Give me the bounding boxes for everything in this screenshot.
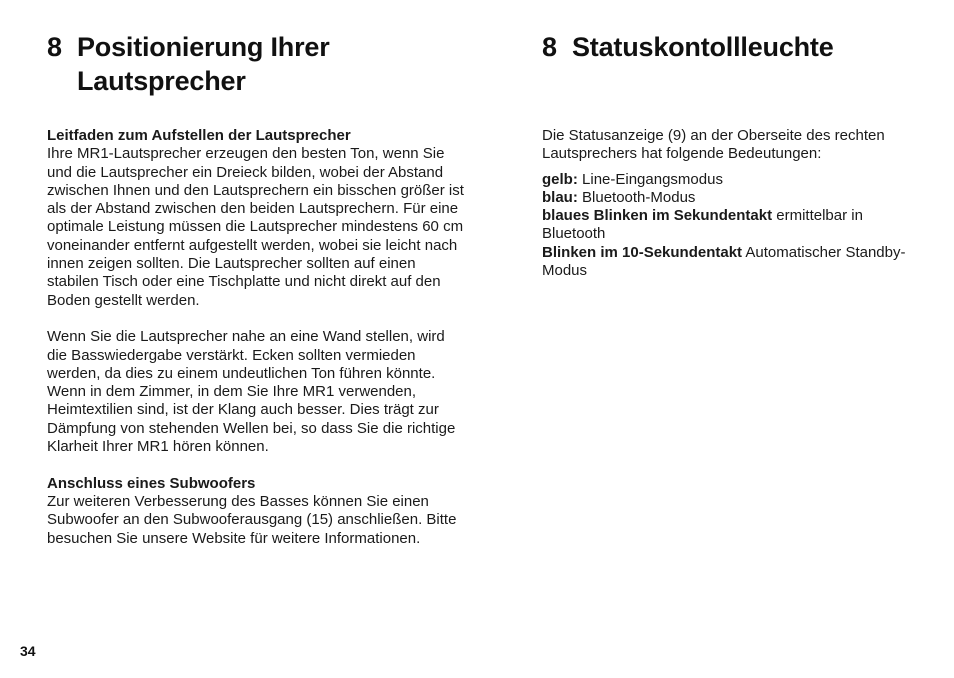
status-term: blaues Blinken im Sekundentakt [542, 207, 773, 225]
status-item-blink-second [542, 207, 922, 244]
left-heading-number: 8 [47, 32, 62, 62]
status-desc: Bluetooth-Modus [582, 188, 696, 206]
status-desc: ermittelbar in Bluetooth [542, 207, 863, 243]
status-desc: Line-Eingangsmodus [582, 170, 723, 188]
left-heading-line1: Positionierung Ihrer [77, 32, 330, 62]
left-heading [47, 30, 330, 98]
right-heading [542, 30, 834, 64]
subheading-subwoofer: Anschluss eines Subwoofers [47, 474, 256, 492]
paragraph-wall: Wenn Sie die Lautsprecher nahe an eine Wand stellen, wird die Basswiedergabe verstärkt. Ecken sollten vermieden werden, da dies zu einem undeutlichen Ton führen könnte. Wenn in dem Zimmer, in dem Sie Ihre MR1 verwenden, Heimtextilien sind, ist der Klang auch besser. Dies trägt zur Dämpfung von stehenden Wellen bei, so dass Sie die richtige Klarheit Ihrer MR1 hören können. [47, 328, 456, 456]
right-body [542, 127, 922, 280]
status-term: gelb: [542, 170, 578, 188]
status-item-yellow [542, 171, 922, 189]
left-body [47, 127, 465, 548]
status-item-blue [542, 189, 922, 207]
right-heading-number: 8 [542, 32, 557, 62]
page-number: 34 [20, 643, 36, 659]
status-term: blau: [542, 188, 578, 206]
status-term: Blinken im 10-Sekundentakt [542, 243, 743, 261]
status-item-blink-ten-seconds [542, 244, 922, 281]
right-heading-text: Statuskontollleuchte [572, 32, 834, 62]
subheading-placement-guide: Leitfaden zum Aufstellen der Lautsprecher [47, 127, 351, 144]
status-intro: Die Statusanzeige (9) an der Oberseite des rechten Lautsprechers hat folgende Bedeutungen: [542, 127, 885, 163]
status-desc: Automatischer Standby-Modus [542, 243, 906, 280]
paragraph-placement: Ihre MR1-Lautsprecher erzeugen den besten Ton, wenn Sie und die Lautsprecher ein Dreieck bilden, wobei der Abstand zwischen Ihnen und den Lautsprechern ein bisschen größer ist als der Abstand zwischen den beiden Lautsprechern. Für eine optimale Leistung müssen die Lautsprecher mindestens 60 cm voneinander entfernt aufgestellt werden, wobei sie leicht nach innen zeigen sollten. Die Lautsprecher sollten auf einen stabilen Tisch oder eine Tischplatte und nicht direkt auf den Boden gestellt werden. [47, 145, 464, 309]
paragraph-subwoofer: Zur weiteren Verbesserung des Basses können Sie einen Subwoofer an den Subwooferausgang (15) anschließen. Bitte besuchen Sie unsere Website für weitere Informationen. [47, 492, 457, 547]
left-heading-line2: Lautsprecher [77, 66, 246, 96]
